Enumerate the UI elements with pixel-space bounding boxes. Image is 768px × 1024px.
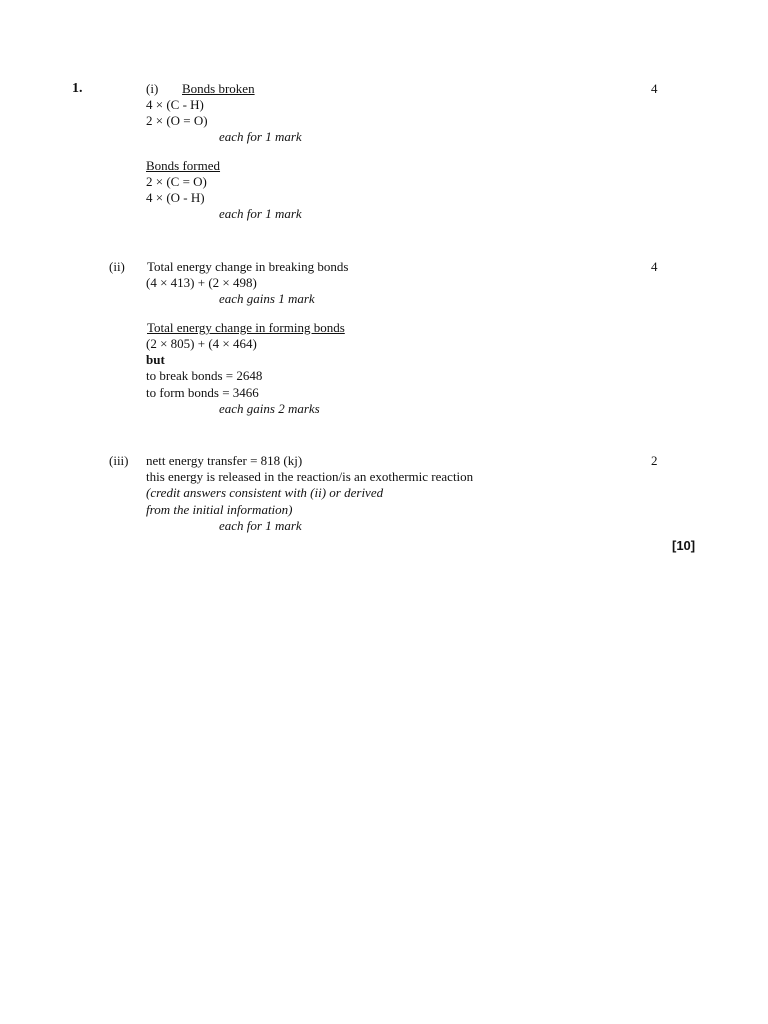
question-number: 1. bbox=[72, 81, 83, 96]
forming-heading: Total energy change in forming bonds bbox=[147, 320, 345, 335]
part-ii-label: (ii) bbox=[109, 259, 125, 274]
part-iii-note: each for 1 mark bbox=[219, 518, 302, 533]
part-i-label: (i) bbox=[146, 81, 159, 96]
broken-line-1: 4 × (C - H) bbox=[146, 97, 204, 112]
nett-energy-line: nett energy transfer = 818 (kj) bbox=[146, 453, 303, 468]
part-iii-marks: 2 bbox=[651, 453, 658, 468]
formed-note: each for 1 mark bbox=[219, 206, 302, 221]
credit-line-1: (credit answers consistent with (ii) or derived bbox=[146, 485, 384, 500]
total-marks: [10] bbox=[672, 538, 696, 553]
but-word: but bbox=[146, 352, 165, 367]
broken-line-2: 2 × (O = O) bbox=[146, 113, 208, 128]
forming-calc: (2 × 805) + (4 × 464) bbox=[146, 336, 257, 351]
part-i-marks: 4 bbox=[651, 81, 658, 96]
breaking-heading: Total energy change in breaking bonds bbox=[147, 259, 349, 274]
formed-line-1: 2 × (C = O) bbox=[146, 174, 207, 189]
credit-line-2: from the initial information) bbox=[146, 502, 293, 517]
released-line: this energy is released in the reaction/is an exothermic reaction bbox=[146, 469, 474, 484]
broken-note: each for 1 mark bbox=[219, 129, 302, 144]
bonds-broken-heading: Bonds broken bbox=[182, 81, 255, 96]
form-total: to form bonds = 3466 bbox=[146, 385, 259, 400]
formed-line-2: 4 × (O - H) bbox=[146, 190, 205, 205]
breaking-calc: (4 × 413) + (2 × 498) bbox=[146, 275, 257, 290]
part-ii-marks: 4 bbox=[651, 259, 658, 274]
bonds-formed-heading: Bonds formed bbox=[146, 158, 221, 173]
break-total: to break bonds = 2648 bbox=[146, 368, 263, 383]
breaking-note: each gains 1 mark bbox=[219, 291, 315, 306]
part-iii-label: (iii) bbox=[109, 453, 129, 468]
totals-note: each gains 2 marks bbox=[219, 401, 320, 416]
